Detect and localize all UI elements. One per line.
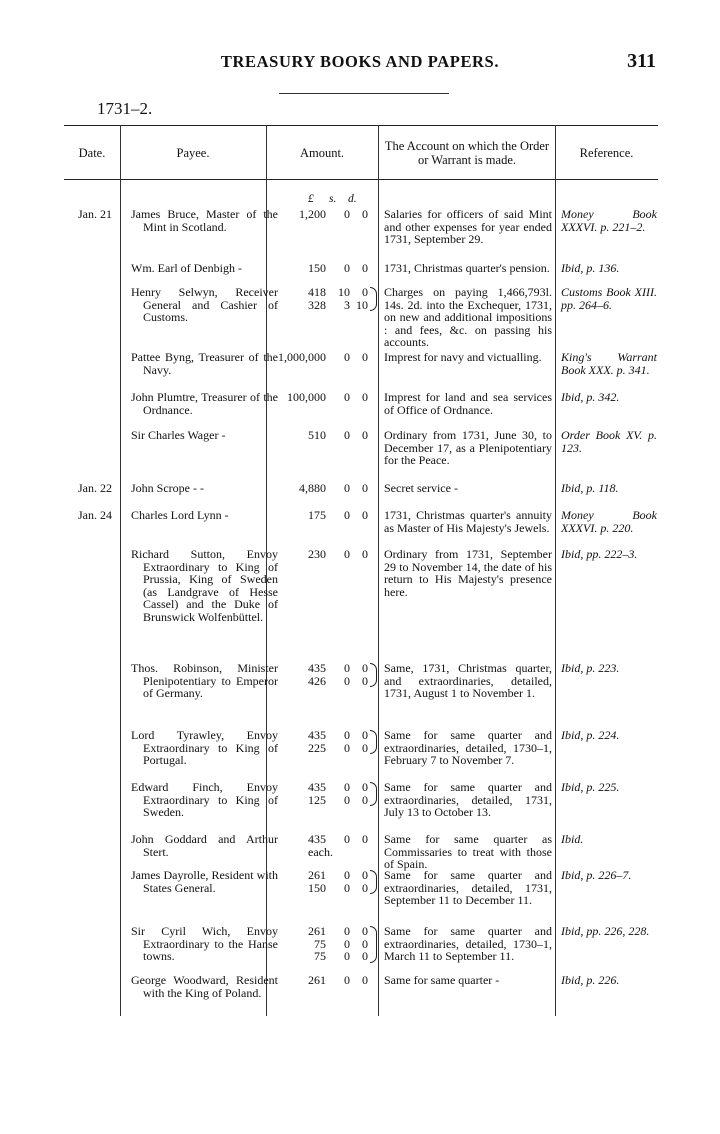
- amount-line: [268, 429, 368, 442]
- amount-pounds: 1,200: [299, 207, 326, 221]
- amount-pounds: 435: [308, 780, 326, 794]
- amount-shillings: 0: [344, 673, 350, 688]
- amount-pence: 0: [362, 936, 368, 951]
- amount-pounds: 261: [308, 924, 326, 938]
- entry-payee: Edward Finch, Envoy Extraordinary to King of Sweden.: [131, 780, 278, 820]
- amount-line: [268, 729, 368, 742]
- amount-line: [268, 794, 368, 807]
- amount-line: [268, 509, 368, 522]
- entry-account: Imprest for navy and victualling.: [384, 350, 542, 364]
- amount-shillings: 10: [338, 285, 350, 299]
- entry-reference: Money Book XXXVI. p. 221–2.: [561, 207, 657, 234]
- unit-pence: d.: [348, 193, 357, 205]
- amount-pence: 0: [362, 261, 368, 275]
- amount-pounds: 4,880: [299, 481, 326, 495]
- entry-amount: [268, 548, 368, 561]
- entry-account: Same for same quarter and extraordinaries, detailed, 1730–1, February 7 to November 7.: [384, 728, 552, 768]
- amount-pence: 0: [362, 740, 368, 755]
- entry-amount: [268, 482, 368, 495]
- amount-line: [268, 742, 368, 755]
- entry-reference: Ibid, p. 342.: [561, 390, 620, 404]
- amount-pence: 0: [362, 868, 368, 882]
- entry-amount: [268, 351, 368, 364]
- amount-pence: 0: [362, 780, 368, 794]
- amount-shillings: 0: [344, 661, 350, 675]
- amount-line: [268, 662, 368, 675]
- amount-line: [268, 869, 368, 882]
- amount-shillings: 0: [344, 792, 350, 807]
- entry-payee: James Dayrolle, Resident with States General.: [131, 868, 278, 895]
- entry-account: Ordinary from 1731, June 30, to December 17, as a Plenipotentiary for the Peace.: [384, 428, 552, 468]
- entry-amount: [268, 729, 368, 754]
- amount-pence: 0: [362, 973, 368, 987]
- amount-pounds: 125: [308, 792, 326, 807]
- entry-account: Imprest for land and sea services of Office of Ordnance.: [384, 390, 552, 417]
- amount-pence: 0: [362, 880, 368, 895]
- entry-amount: [268, 974, 368, 987]
- entry-reference: Ibid, pp. 226, 228.: [561, 924, 650, 938]
- amount-pounds: 230: [308, 547, 326, 561]
- entry-account: Salaries for officers of said Mint and other expenses for year ended 1731, September 29.: [384, 207, 552, 247]
- entry-amount: [268, 869, 368, 894]
- amount-line: [268, 925, 368, 938]
- entry-account: Same for same quarter and extraordinaries, detailed, 1731, July 13 to October 13.: [384, 780, 552, 820]
- unit-pounds: £: [308, 193, 314, 205]
- column-header-reference: Reference.: [579, 146, 634, 160]
- column-divider: [555, 125, 556, 1016]
- amount-shillings: 0: [344, 728, 350, 742]
- amount-pence: 0: [362, 924, 368, 938]
- amount-shillings: 0: [344, 949, 350, 964]
- entry-amount: [268, 429, 368, 442]
- page-running-title: TREASURY BOOKS AND PAPERS.: [220, 52, 500, 71]
- entry-account: 1731, Christmas quarter's pension.: [384, 261, 550, 275]
- entry-payee: Wm. Earl of Denbigh -: [131, 261, 242, 275]
- entry-account: Same for same quarter and extraordinaries, detailed, 1730–1, March 11 to September 11.: [384, 924, 552, 964]
- entry-account: Same for same quarter and extraordinaries, detailed, 1731, September 11 to December 11.: [384, 868, 552, 908]
- amount-shillings: 0: [344, 261, 350, 275]
- amount-pence: 0: [362, 390, 368, 404]
- amount-pence: 0: [362, 547, 368, 561]
- amount-line: [268, 262, 368, 275]
- entry-payee: Thos. Robinson, Minister Plenipotentiary to Emperor of Germany.: [131, 661, 278, 701]
- entry-date: Jan. 21: [78, 207, 112, 221]
- column-header-account: The Account on which the Order or Warrant is made.: [384, 139, 550, 167]
- amount-pounds: 225: [308, 740, 326, 755]
- amount-brace: [370, 287, 377, 311]
- entry-reference: Ibid, p. 225.: [561, 780, 620, 794]
- entry-account: Same, 1731, Christmas quarter, and extraordinaries, detailed, 1731, August 1 to November 1.: [384, 661, 552, 701]
- amount-pence: 0: [362, 832, 368, 846]
- entry-payee: John Goddard and Arthur Stert.: [131, 832, 278, 859]
- entry-reference: King's Warrant Book XXX. p. 341.: [561, 350, 657, 377]
- header-rule: [279, 93, 449, 94]
- amount-shillings: 3: [344, 297, 350, 312]
- entry-payee: John Plumtre, Treasurer of the Ordnance.: [131, 390, 278, 417]
- page-number: 311: [627, 50, 656, 72]
- entry-reference: Order Book XV. p. 123.: [561, 428, 657, 455]
- amount-line: [268, 675, 368, 688]
- entry-amount: [268, 662, 368, 687]
- column-header-payee: Payee.: [176, 146, 210, 160]
- amount-pounds: 328: [308, 297, 326, 312]
- column-divider: [378, 125, 379, 1016]
- unit-shillings: s.: [329, 193, 337, 205]
- amount-pence: 0: [362, 350, 368, 364]
- entry-amount: [268, 925, 368, 963]
- amount-line: [268, 833, 368, 846]
- amount-pounds: 261: [308, 868, 326, 882]
- table-header-rule: [64, 179, 658, 180]
- amount-line: [268, 548, 368, 561]
- entry-payee: Charles Lord Lynn -: [131, 508, 229, 522]
- entry-reference: Ibid, p. 118.: [561, 481, 619, 495]
- entry-reference: Ibid, pp. 222–3.: [561, 547, 638, 561]
- amount-line: [268, 781, 368, 794]
- amount-brace: [370, 926, 377, 963]
- amount-shillings: 0: [344, 973, 350, 987]
- amount-pence: 0: [362, 508, 368, 522]
- entry-payee: Sir Charles Wager -: [131, 428, 226, 442]
- amount-shillings: 0: [344, 428, 350, 442]
- entry-payee: James Bruce, Master of the Mint in Scotland.: [131, 207, 278, 234]
- amount-line: [268, 299, 368, 312]
- amount-pence: 0: [362, 792, 368, 807]
- entry-reference: Ibid, p. 226–7.: [561, 868, 632, 882]
- entry-account: 1731, Christmas quarter's annuity as Master of His Majesty's Jewels.: [384, 508, 552, 535]
- amount-pence: 0: [362, 285, 368, 299]
- amount-pence: 0: [362, 207, 368, 221]
- amount-pounds: 435: [308, 832, 326, 846]
- amount-shillings: 0: [344, 508, 350, 522]
- entry-amount: [268, 208, 368, 221]
- amount-pounds: 1,000,000: [278, 350, 326, 364]
- amount-pence: 0: [362, 661, 368, 675]
- entry-payee: Richard Sutton, Envoy Extraordinary to King of Prussia, King of Sweden (as Landgrave of Hesse Cassel) and the Duke of Brunswick Wolfenbüttel.: [131, 547, 278, 624]
- amount-line: [268, 286, 368, 299]
- amount-shillings: 0: [344, 207, 350, 221]
- entry-amount: [268, 833, 368, 858]
- amount-note: each.: [308, 844, 333, 859]
- amount-pounds: 435: [308, 661, 326, 675]
- amount-shillings: 0: [344, 390, 350, 404]
- entry-date: Jan. 24: [78, 508, 112, 522]
- amount-shillings: 0: [344, 350, 350, 364]
- entry-account: Same for same quarter as Commissaries to treat with those of Spain.: [384, 832, 552, 872]
- entry-reference: Ibid, p. 226.: [561, 973, 620, 987]
- entry-payee: Henry Selwyn, Receiver General and Cashier of Customs.: [131, 285, 278, 325]
- column-divider: [120, 125, 121, 1016]
- amount-shillings: 0: [344, 547, 350, 561]
- entry-date: Jan. 22: [78, 481, 112, 495]
- amount-line: [268, 351, 368, 364]
- amount-pounds: 261: [308, 973, 326, 987]
- entry-reference: Ibid, p. 136.: [561, 261, 620, 275]
- amount-pounds: 435: [308, 728, 326, 742]
- amount-pounds: 150: [308, 261, 326, 275]
- amount-shillings: 0: [344, 780, 350, 794]
- entry-reference: Ibid, p. 224.: [561, 728, 620, 742]
- entry-account: Charges on paying 1,466,793l. 14s. 2d. into the Exchequer, 1731, on new and additional impositions : and fees, &c. on passing his accounts.: [384, 285, 552, 350]
- amount-pounds: 418: [308, 285, 326, 299]
- entry-reference: Customs Book XIII. pp. 264–6.: [561, 285, 657, 312]
- amount-line: [268, 208, 368, 221]
- amount-shillings: 0: [344, 880, 350, 895]
- amount-brace: [370, 663, 377, 687]
- amount-shillings: 0: [344, 481, 350, 495]
- amount-pence: 0: [362, 949, 368, 964]
- entry-payee: Sir Cyril Wich, Envoy Extraordinary to the Hanse towns.: [131, 924, 278, 964]
- table-top-rule: [64, 125, 658, 126]
- amount-brace: [370, 782, 377, 806]
- entry-reference: Ibid.: [561, 832, 584, 846]
- entry-payee: Pattee Byng, Treasurer of the Navy.: [131, 350, 278, 377]
- amount-pounds: 150: [308, 880, 326, 895]
- entry-amount: [268, 509, 368, 522]
- amount-pence: 0: [362, 673, 368, 688]
- entry-amount: [268, 781, 368, 806]
- amount-shillings: 0: [344, 936, 350, 951]
- entry-account: Secret service -: [384, 481, 458, 495]
- amount-pence: 10: [356, 297, 368, 312]
- amount-line: [268, 391, 368, 404]
- entry-payee: George Woodward, Resident with the King of Poland.: [131, 973, 278, 1000]
- entry-reference: Ibid, p. 223.: [561, 661, 620, 675]
- entry-account: Ordinary from 1731, September 29 to November 14, the date of his return to His Majesty's presence here.: [384, 547, 552, 599]
- column-header-amount: Amount.: [299, 146, 345, 160]
- amount-shillings: 0: [344, 832, 350, 846]
- amount-pence: 0: [362, 481, 368, 495]
- column-header-date: Date.: [78, 146, 106, 160]
- amount-line: [268, 882, 368, 895]
- entry-account: Same for same quarter -: [384, 973, 500, 987]
- entry-amount: [268, 391, 368, 404]
- amount-line: [268, 482, 368, 495]
- amount-shillings: 0: [344, 740, 350, 755]
- entry-amount: [268, 286, 368, 311]
- entry-payee: John Scrope - -: [131, 481, 204, 495]
- amount-line: [268, 950, 368, 963]
- amount-shillings: 0: [344, 924, 350, 938]
- year-heading: 1731–2.: [97, 99, 153, 118]
- amount-pounds: 426: [308, 673, 326, 688]
- amount-pence: 0: [362, 728, 368, 742]
- entry-amount: [268, 262, 368, 275]
- amount-pounds: 75: [314, 949, 326, 964]
- amount-pounds: 75: [314, 936, 326, 951]
- amount-line: [268, 974, 368, 987]
- amount-brace: [370, 730, 377, 754]
- amount-pounds: 175: [308, 508, 326, 522]
- amount-brace: [370, 870, 377, 894]
- entry-reference: Money Book XXXVI. p. 220.: [561, 508, 657, 535]
- amount-pence: 0: [362, 428, 368, 442]
- amount-pounds: 100,000: [287, 390, 326, 404]
- amount-shillings: 0: [344, 868, 350, 882]
- amount-pounds: 510: [308, 428, 326, 442]
- entry-payee: Lord Tyrawley, Envoy Extraordinary to King of Portugal.: [131, 728, 278, 768]
